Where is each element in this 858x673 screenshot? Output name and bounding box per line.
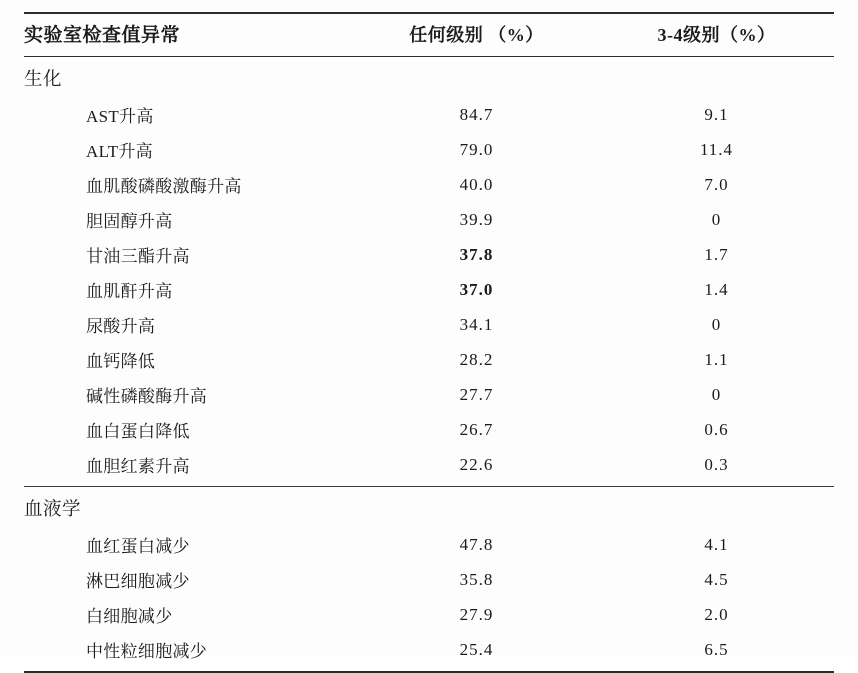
row-grade-3-4: 4.5 [704, 569, 729, 589]
table-row [24, 342, 834, 377]
lab-abnormality-table [24, 12, 834, 673]
table-body [24, 57, 834, 673]
table-row [24, 97, 834, 132]
table-row [24, 272, 834, 307]
group-label-biochemistry: 生化 [24, 70, 63, 90]
row-grade-3-4: 9.1 [704, 104, 729, 124]
column-header-any-grade: 任何级别 （%） [409, 24, 544, 45]
row-any-grade: 35.8 [459, 569, 494, 589]
row-grade-3-4: 1.1 [704, 349, 729, 369]
row-grade-3-4: 0.3 [704, 454, 729, 474]
row-grade-3-4: 1.4 [704, 279, 729, 299]
row-any-grade: 34.1 [459, 314, 494, 334]
row-label: 胆固醇升高 [86, 212, 173, 231]
table-row [24, 167, 834, 202]
row-label: 淋巴细胞减少 [86, 572, 190, 591]
column-header-name: 实验室检查值异常 [24, 25, 181, 46]
row-any-grade: 40.0 [459, 174, 494, 194]
row-label: 血红蛋白减少 [86, 537, 190, 556]
row-label: 中性粒细胞减少 [86, 642, 208, 661]
row-any-grade: 37.0 [459, 279, 494, 299]
table-row [24, 562, 834, 597]
row-label: 血肌酐升高 [86, 282, 173, 301]
row-label: AST升高 [86, 107, 154, 126]
row-grade-3-4: 0.6 [704, 419, 729, 439]
row-any-grade: 39.9 [459, 209, 494, 229]
table-row [24, 597, 834, 632]
table-row [24, 632, 834, 667]
table-row [24, 307, 834, 342]
group-row [24, 487, 834, 528]
row-grade-3-4: 6.5 [704, 639, 729, 659]
row-label: 碱性磷酸酶升高 [86, 387, 208, 406]
row-any-grade: 79.0 [459, 139, 494, 159]
row-label: 尿酸升高 [86, 317, 156, 336]
row-any-grade: 27.7 [459, 384, 494, 404]
row-any-grade: 27.9 [459, 604, 494, 624]
table-header [24, 13, 834, 57]
row-grade-3-4: 2.0 [704, 604, 729, 624]
table-bottom-rule [24, 671, 834, 672]
row-label: 血钙降低 [86, 352, 156, 371]
column-header-grade-3-4: 3-4级别（%） [657, 24, 776, 45]
table-row [24, 527, 834, 562]
row-any-grade: 28.2 [459, 349, 494, 369]
row-label: 血胆红素升高 [86, 457, 190, 476]
table-row [24, 237, 834, 272]
row-any-grade: 22.6 [459, 454, 494, 474]
row-any-grade: 37.8 [459, 244, 494, 264]
row-any-grade: 47.8 [459, 534, 494, 554]
group-row [24, 57, 834, 98]
table-row [24, 412, 834, 447]
row-any-grade: 84.7 [459, 104, 494, 124]
row-grade-3-4: 1.7 [704, 244, 729, 264]
row-grade-3-4: 11.4 [699, 139, 734, 159]
row-label: 白细胞减少 [86, 607, 173, 626]
group-label-hematology: 血液学 [24, 500, 82, 520]
table-row [24, 132, 834, 167]
table-row [24, 377, 834, 412]
row-label: 血白蛋白降低 [86, 422, 190, 441]
row-label: ALT升高 [86, 142, 153, 161]
row-grade-3-4: 0 [711, 314, 722, 334]
row-grade-3-4: 0 [711, 384, 722, 404]
row-any-grade: 26.7 [459, 419, 494, 439]
row-grade-3-4: 7.0 [704, 174, 729, 194]
table-row [24, 202, 834, 237]
row-label: 血肌酸磷酸激酶升高 [86, 177, 242, 196]
row-any-grade: 25.4 [459, 639, 494, 659]
row-grade-3-4: 0 [711, 209, 722, 229]
row-label: 甘油三酯升高 [86, 247, 190, 266]
table-row [24, 447, 834, 482]
row-grade-3-4: 4.1 [704, 534, 729, 554]
